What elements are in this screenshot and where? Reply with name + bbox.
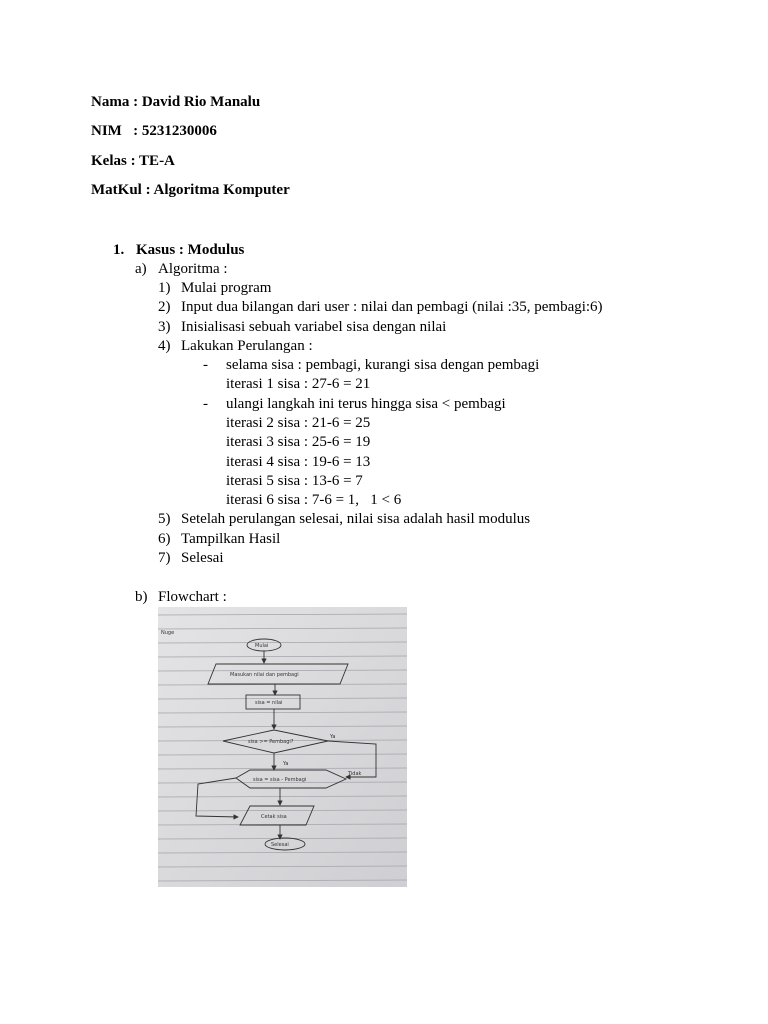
flow-decision-label: sisa >= Pembagi? <box>248 739 294 745</box>
student-class: Kelas : TE-A <box>91 153 175 169</box>
bullet-dash: - <box>203 357 208 373</box>
flow-no-label: Tidak <box>348 771 362 777</box>
section-title: Kasus : Modulus <box>136 242 245 258</box>
iteration-line: iterasi 3 sisa : 25-6 = 19 <box>226 434 371 450</box>
step-number: 2) <box>158 299 171 315</box>
flow-yes-right-label: Ya <box>330 734 336 740</box>
step-text: Lakukan Perulangan : <box>181 338 313 354</box>
step-number: 4) <box>158 338 171 354</box>
loop-repeat: ulangi langkah ini terus hingga sisa < pembagi <box>226 396 506 412</box>
flow-init-label: sisa = nilai <box>255 700 283 706</box>
step-text: Mulai program <box>181 280 272 296</box>
flowchart-photo <box>158 607 407 887</box>
page-note: Nuge <box>161 630 175 636</box>
iteration-line: iterasi 5 sisa : 13-6 = 7 <box>226 473 363 489</box>
flow-output-label: Cetak sisa <box>261 814 287 820</box>
flow-input-label: Masukan nilai dan pembagi <box>230 672 299 678</box>
flowchart-drawing <box>158 607 407 887</box>
section-number: 1. <box>113 242 125 258</box>
student-name: Nama : David Rio Manalu <box>91 94 261 110</box>
step-number: 7) <box>158 550 171 566</box>
step-number: 5) <box>158 511 171 527</box>
step-text: Setelah perulangan selesai, nilai sisa adalah hasil modulus <box>181 511 531 527</box>
flow-start-label: Mulai <box>255 643 269 649</box>
flow-process-label: sisa = sisa - Pembagi <box>253 777 307 783</box>
iteration-line: iterasi 2 sisa : 21-6 = 25 <box>226 415 371 431</box>
iteration-line: iterasi 1 sisa : 27-6 = 21 <box>226 376 371 392</box>
step-number: 3) <box>158 319 171 335</box>
loop-condition: selama sisa : pembagi, kurangi sisa dengan pembagi <box>226 357 540 373</box>
subsection-b-marker: b) <box>135 589 148 605</box>
subsection-b-label: Flowchart : <box>158 589 227 605</box>
bullet-dash: - <box>203 396 208 412</box>
student-nim: NIM : 5231230006 <box>91 123 217 139</box>
flow-end-label: Selesai <box>271 842 289 848</box>
step-text: Selesai <box>181 550 224 566</box>
iteration-line: iterasi 4 sisa : 19-6 = 13 <box>226 454 371 470</box>
flow-yes-down-label: Ya <box>283 761 289 767</box>
step-text: Inisialisasi sebuah variabel sisa dengan nilai <box>181 319 447 335</box>
step-number: 1) <box>158 280 171 296</box>
step-number: 6) <box>158 531 171 547</box>
iteration-line: iterasi 6 sisa : 7-6 = 1, 1 < 6 <box>226 492 402 508</box>
subsection-a-marker: a) <box>135 261 147 277</box>
step-text: Input dua bilangan dari user : nilai dan pembagi (nilai :35, pembagi:6) <box>181 299 603 315</box>
course-name: MatKul : Algoritma Komputer <box>91 182 290 198</box>
subsection-a-label: Algoritma : <box>158 261 228 277</box>
step-text: Tampilkan Hasil <box>181 531 281 547</box>
